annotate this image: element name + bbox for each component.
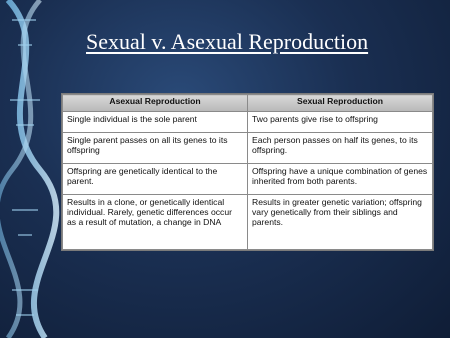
- dna-helix-decoration: [0, 0, 60, 338]
- table-cell: Results in a clone, or genetically identical individual. Rarely, genetic differences occur as a result of mutation, a change in DNA: [63, 195, 248, 250]
- slide-title: Sexual v. Asexual Reproduction: [86, 29, 369, 54]
- comparison-table: [61, 93, 434, 251]
- table-row: [63, 112, 433, 133]
- table-cell: Offspring have a unique combination of genes inherited from both parents.: [248, 163, 433, 194]
- table-cell: Single individual is the sole parent: [63, 112, 248, 133]
- table-cell: Offspring are genetically identical to the parent.: [63, 163, 248, 194]
- table-cell: Single parent passes on all its genes to its offspring: [63, 132, 248, 163]
- table-row: [63, 195, 433, 250]
- table-cell: Results in greater genetic variation; offspring vary genetically from their siblings and parents.: [248, 195, 433, 250]
- table-cell: Two parents give rise to offspring: [248, 112, 433, 133]
- table-cell: Each person passes on half its genes, to its offspring.: [248, 132, 433, 163]
- header-sexual: Sexual Reproduction: [248, 95, 433, 112]
- table-header-row: [63, 95, 433, 112]
- table-row: [63, 163, 433, 194]
- table-row: [63, 132, 433, 163]
- header-asexual: Asexual Reproduction: [63, 95, 248, 112]
